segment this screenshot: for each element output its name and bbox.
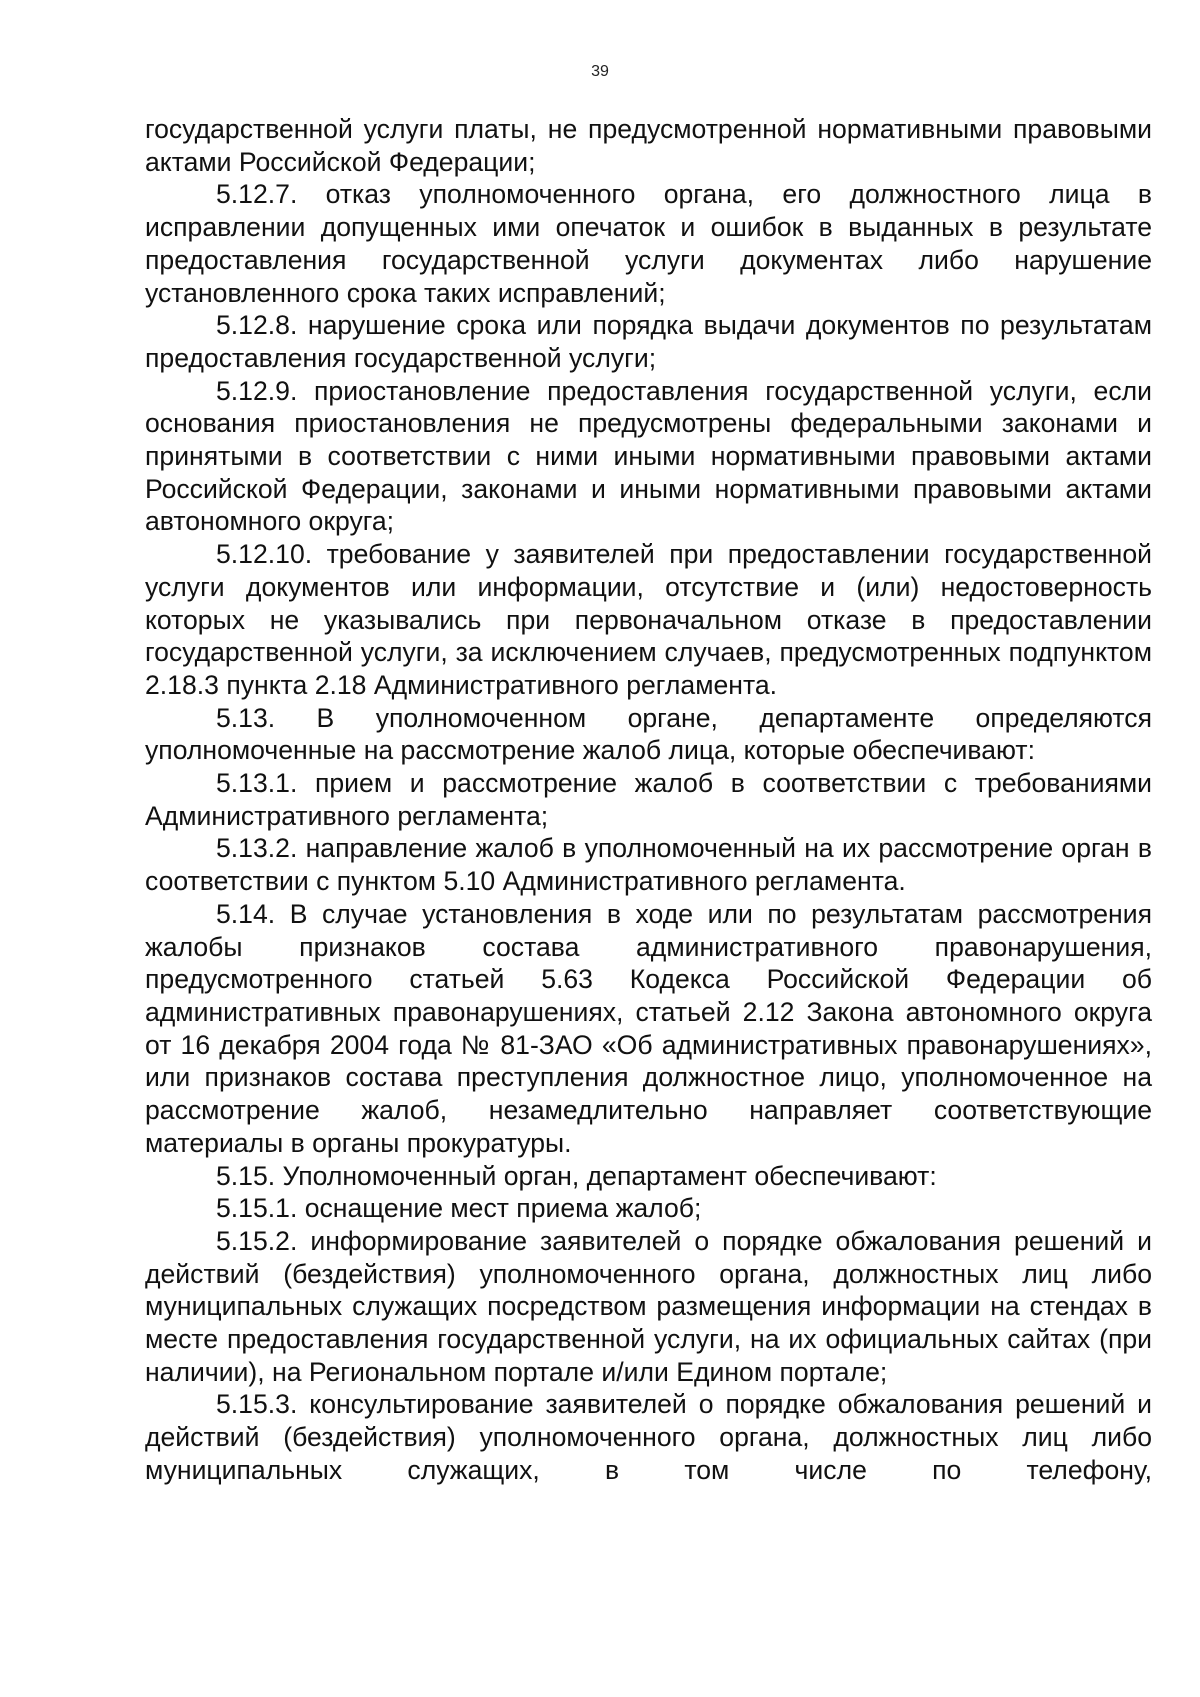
document-body <box>145 113 1152 1487</box>
paragraph-5-12-9: 5.12.9. приостановление предоставления государственной услуги, если основания приостановления не предусмотрены федеральными законами и принятыми в соответствии с ними иными нормативными правовыми актами Российской Федерации, законами и иными нормативными правовыми актами автономного округа; <box>145 375 1152 537</box>
paragraph-5-13-1: 5.13.1. прием и рассмотрение жалоб в соответствии с требованиями Административного регламента; <box>145 768 1152 831</box>
paragraph-5-15-2: 5.15.2. информирование заявителей о порядке обжалования решений и действий (бездействия) уполномоченного органа, должностных лиц либо муниципальных служащих посредством размещения информации на стендах в месте предоставления государственной услуги, на их официальных сайтах (при наличии), на Региональном портале и/или Едином портале; <box>145 1225 1152 1387</box>
paragraph-5-15-1: 5.15.1. оснащение мест приема жалоб; <box>216 1193 702 1224</box>
page-number: 39 <box>591 63 609 80</box>
paragraph-5-13-2: 5.13.2. направление жалоб в уполномоченный на их рассмотрение орган в соответствии с пунктом 5.10 Административного регламента. <box>145 833 1152 897</box>
paragraph-continuation: государственной услуги платы, не предусмотренной нормативными правовыми актами Российской Федерации; <box>145 114 1152 177</box>
paragraph-5-12-7: 5.12.7. отказ уполномоченного органа, его должностного лица в исправлении допущенных ими опечаток и ошибок в выданных в результате предоставления государственной услуги документах либо нарушение установленного срока таких исправлений; <box>145 179 1152 308</box>
paragraph-5-14: 5.14. В случае установления в ходе или по результатам рассмотрения жалобы признаков состава административного правонарушения, предусмотренного статьей 5.63 Кодекса Российской Федерации об административных правонарушениях, статьей 2.12 Закона автономного округа от 16 декабря 2004 года № 81-ЗАО «Об административных правонарушениях», или признаков состава преступления должностное лицо, уполномоченное на рассмотрение жалоб, незамедлительно направляет соответствующие материалы в органы прокуратуры. <box>145 898 1152 1158</box>
paragraph-5-15: 5.15. Уполномоченный орган, департамент обеспечивают: <box>216 1160 937 1191</box>
paragraph-5-12-8: 5.12.8. нарушение срока или порядка выдачи документов по результатам предоставления государственной услуги; <box>145 310 1152 373</box>
paragraph-5-12-10: 5.12.10. требование у заявителей при предоставлении государственной услуги документов или информации, отсутствие и (или) недостоверность которых не указывались при первоначальном отказе в предоставлении государственной услуги, за исключением случаев, предусмотренных подпунктом 2.18.3 пункта 2.18 Административного регламента. <box>145 539 1152 700</box>
paragraph-5-15-3: 5.15.3. консультирование заявителей о порядке обжалования решений и действий (бездействия) уполномоченного органа, должностных лиц либо муниципальных служащих, в том числе по телефону, <box>145 1389 1152 1485</box>
paragraph-5-13: 5.13. В уполномоченном органе, департаменте определяются уполномоченные на рассмотрение жалоб лица, которые обеспечивают: <box>145 702 1152 766</box>
